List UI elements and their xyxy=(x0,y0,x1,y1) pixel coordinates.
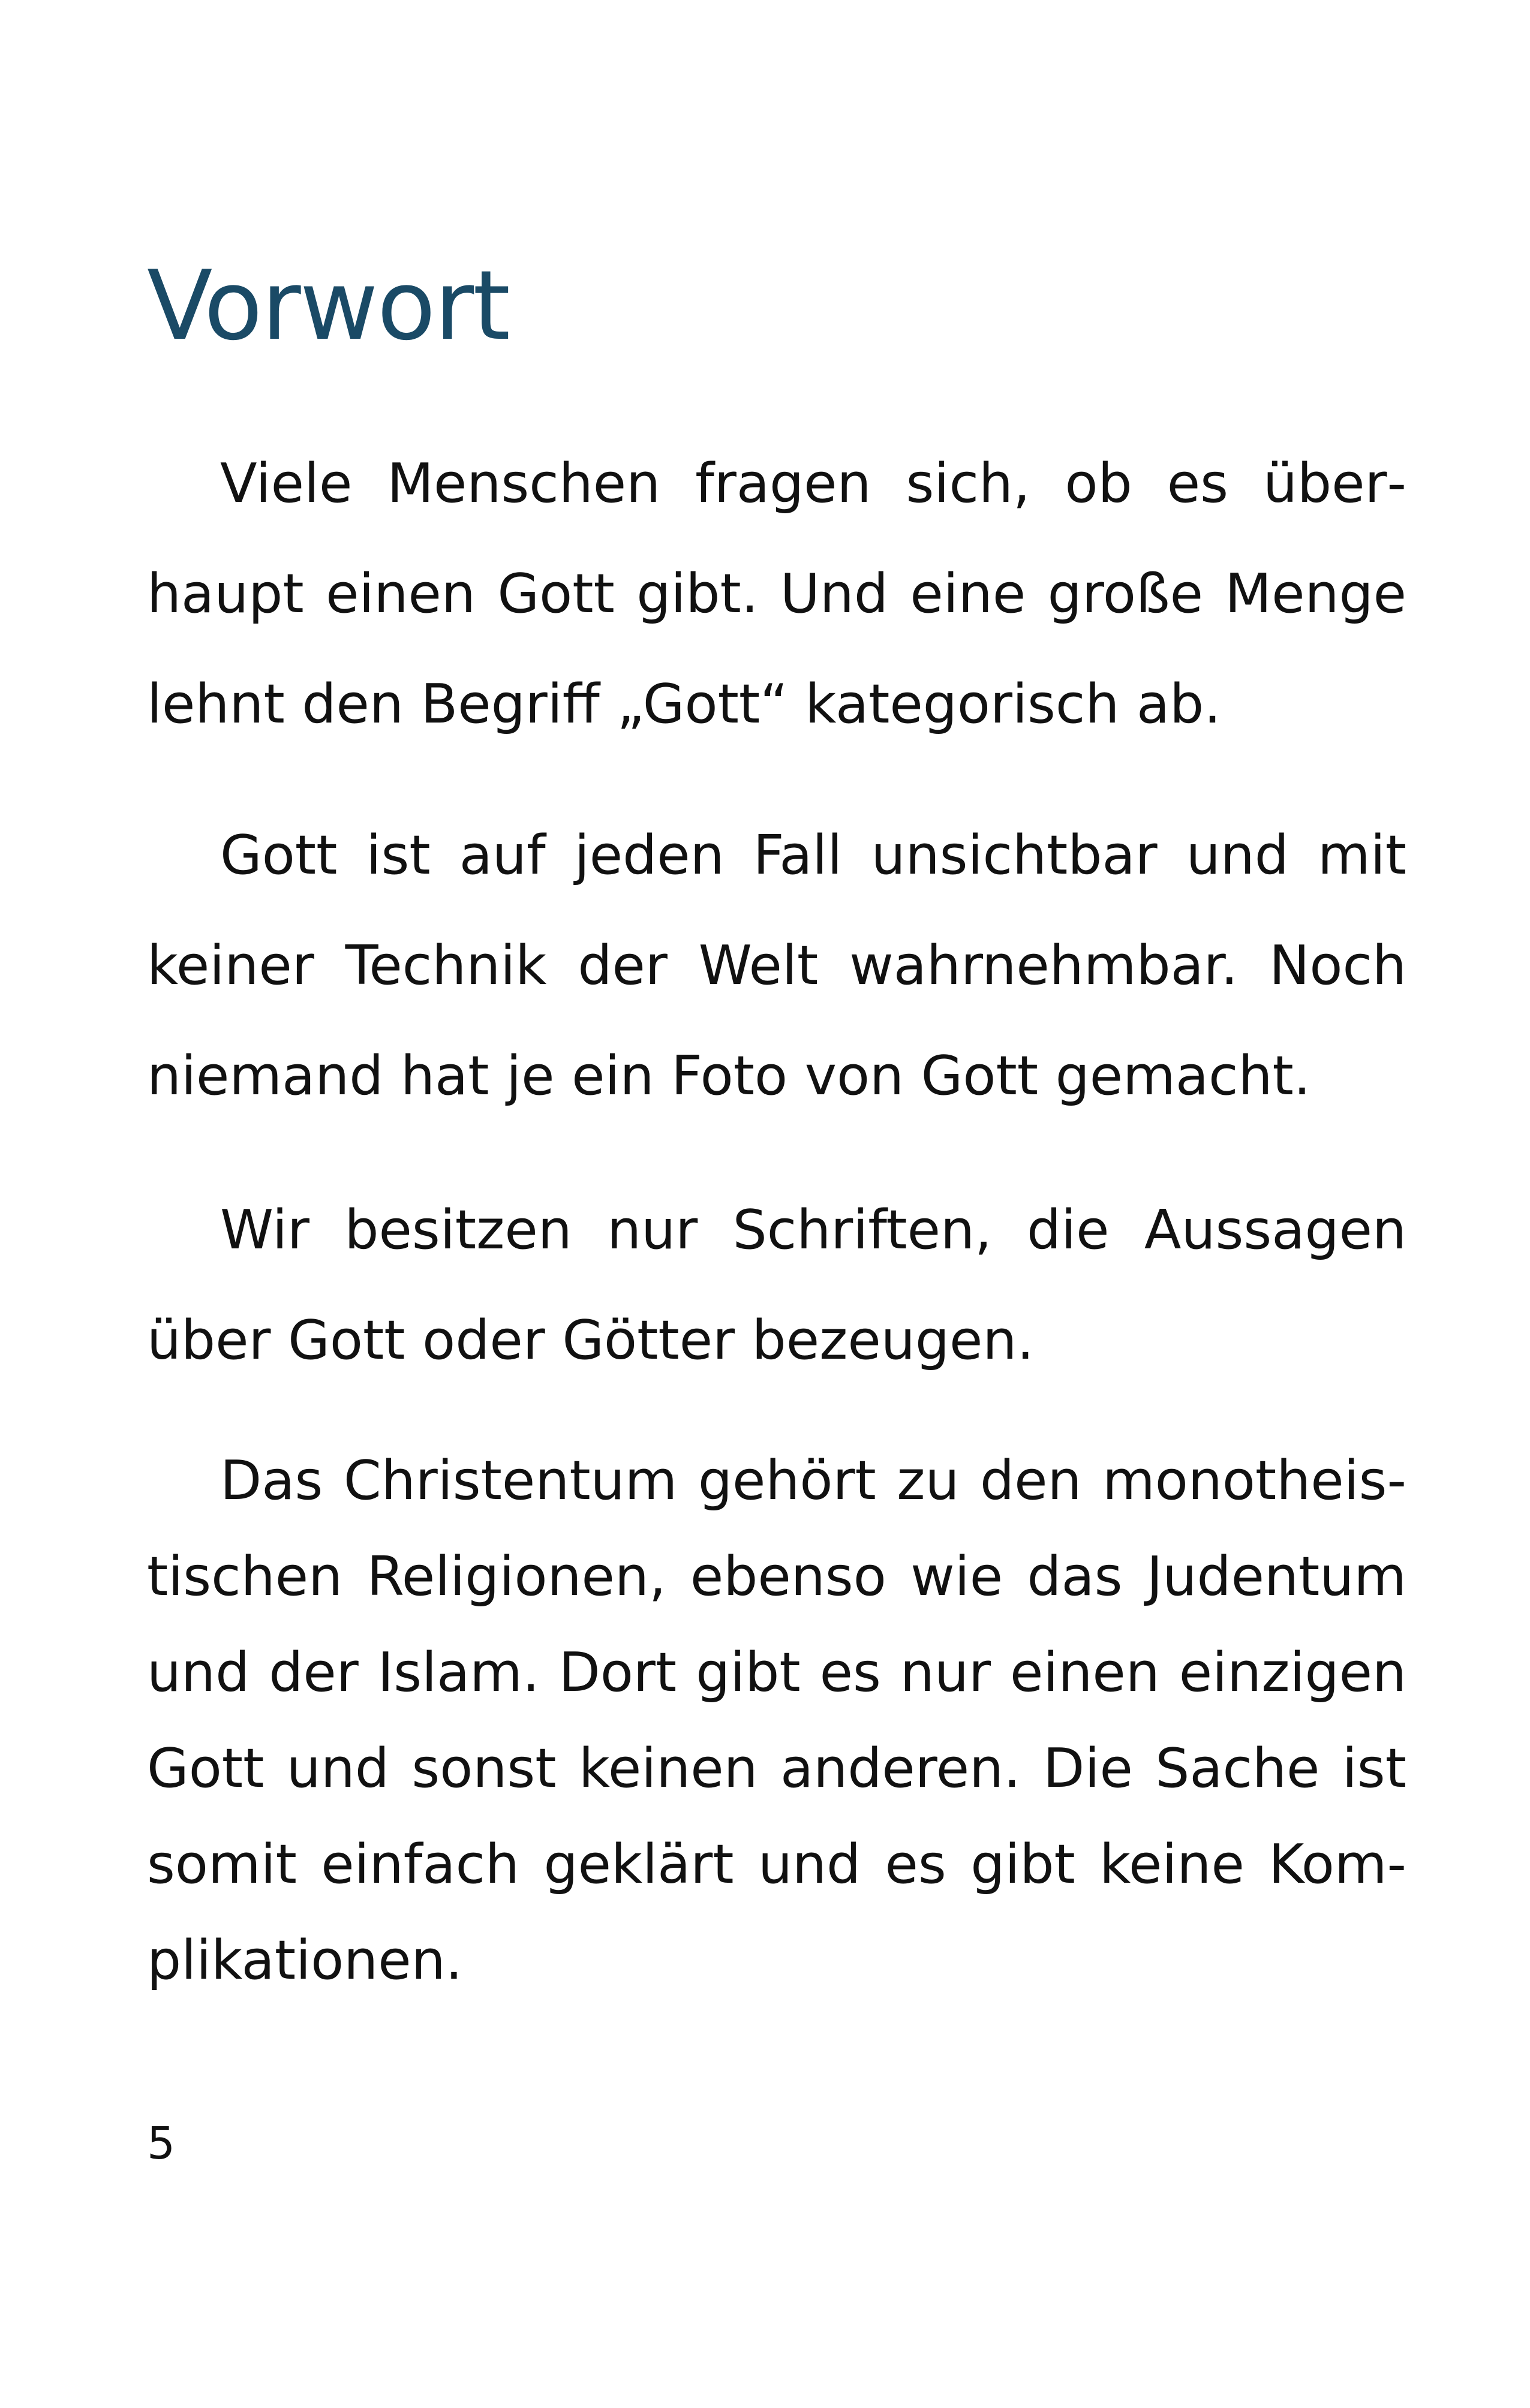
paragraph-1: Viele Menschen fragen sich, ob es überhaupt einen Gott gibt. Und eine große Menge lehnt den Begriff „Gott“ kategorisch ab. xyxy=(147,452,1406,736)
chapter-title: Vorwort xyxy=(147,249,509,362)
paragraph-4: Das Christentum gehört zu den monotheistischen Religionen, ebenso wie das Judentum und der Islam. Dort gibt es nur einen einzigen Gott und sonst keinen anderen. Die Sache ist somit einfach geklärt und es gibt keine Komplikationen. xyxy=(147,1449,1406,1992)
page-number: 5 xyxy=(147,2118,176,2169)
paragraph-3: Wir besitzen nur Schriften, die Aussagen über Gott oder Götter bezeugen. xyxy=(147,1199,1406,1372)
paragraph-2: Gott ist auf jeden Fall unsichtbar und mit keiner Technik der Welt wahrnehmbar. Noch niemand hat je ein Foto von Gott gemacht. xyxy=(147,824,1406,1107)
